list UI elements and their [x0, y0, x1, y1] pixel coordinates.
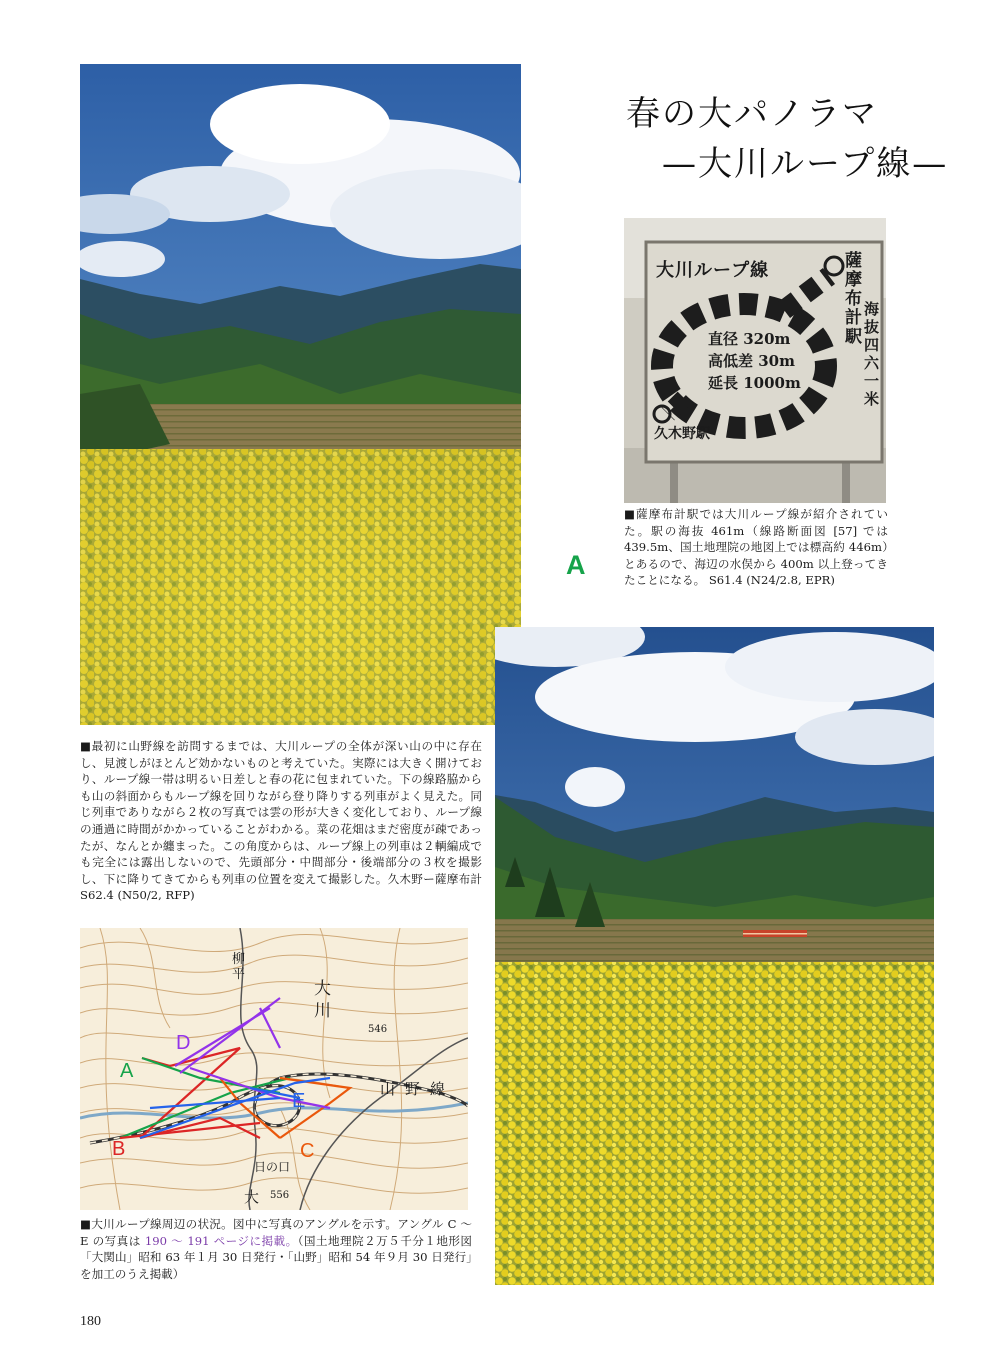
sign-stat-height: 高低差 30m: [708, 352, 795, 370]
map-place-name: 大川: [314, 979, 331, 1021]
map-place-name: 大: [244, 1188, 260, 1206]
page-title: 春の大パノラマ: [626, 94, 878, 134]
sign-stat-length: 延長 1000m: [708, 374, 801, 392]
sign-station-top: 薩摩布計駅: [845, 251, 862, 347]
loop-line-sign-photo: [624, 218, 886, 503]
map-elevation: 546: [368, 1024, 388, 1035]
map-angle-b-label: B: [112, 1138, 126, 1160]
sign-caption: ■薩摩布計駅では大川ループ線が紹介されていた。駅の海抜 461m（線路断面図 [57] では 439.5m、国土地理院の地図上では標高約 446m）とあるので、海辺の水俣から 400m 以上登ってきたことになる。 S61.4 (N24/2.8, EPR): [624, 507, 888, 588]
angle-marker-a: A: [566, 550, 586, 580]
map-place-name: 柳平: [232, 952, 246, 982]
rapeseed-landscape-photo-2: [495, 627, 934, 1285]
sign-heading: 大川ループ線: [656, 260, 770, 281]
map-angle-d-label: D: [176, 1032, 191, 1054]
map-elevation: 556: [270, 1190, 290, 1201]
page-number: 180: [80, 1314, 101, 1329]
topographic-map: [80, 928, 468, 1210]
sign-altitude: 海抜四六一米: [864, 300, 880, 408]
map-caption: ■大川ループ線周辺の状況。図中に写真のアングルを示す。アングル C ～ E の写真は 190 ～ 191 ページに掲載。（国土地理院２万５千分１地形図「大関山」昭和 63 年１月 30 日発行・「山野」昭和 54 年９月 30 日発行」を加工のうえ掲載）: [80, 1217, 472, 1281]
map-place-name: 日の口: [254, 1160, 291, 1174]
photo-caption: ■最初に山野線を訪問するまでは、大川ループの全体が深い山の中に存在し、見渡しがほとんど効かないものと考えていた。実際には大きく開けており、ループ線一帯は明るい日差しと春の花に包まれていた。下の線路脇からも山の斜面からもループ線を回りながら登り降りする列車がよく見えた。同じ列車でありながら２枚の写真では雲の形が大きく変化しており、ループ線の通過に時間がかかっていることがわかる。菜の花畑はまだ密度が疎であったが、なんとか纏まった。この角度からは、ループ線上の列車は２輌編成でも完全には露出しないので、先頭部分・中間部分・後端部分の３枚を撮影し、下に降りてきてからも列車の位置を変えて撮影した。久木野ー薩摩布計 S62.4 (N50/2, RFP): [80, 739, 482, 903]
page-subtitle: —大川ループ線—: [662, 144, 949, 184]
map-angle-a-label: A: [120, 1060, 134, 1082]
sign-stats: [708, 328, 801, 394]
sign-stat-diameter: 直径 320m: [708, 330, 791, 348]
map-angle-e-label: E: [292, 1090, 306, 1112]
rapeseed-landscape-photo-1: [80, 64, 521, 725]
page-reference-link[interactable]: 190 ～ 191 ページに掲載。: [144, 1233, 298, 1248]
sign-station-bottom: 久木野駅: [654, 426, 710, 442]
map-angle-c-label: C: [300, 1140, 315, 1162]
map-place-name: 山野線: [380, 1080, 456, 1098]
